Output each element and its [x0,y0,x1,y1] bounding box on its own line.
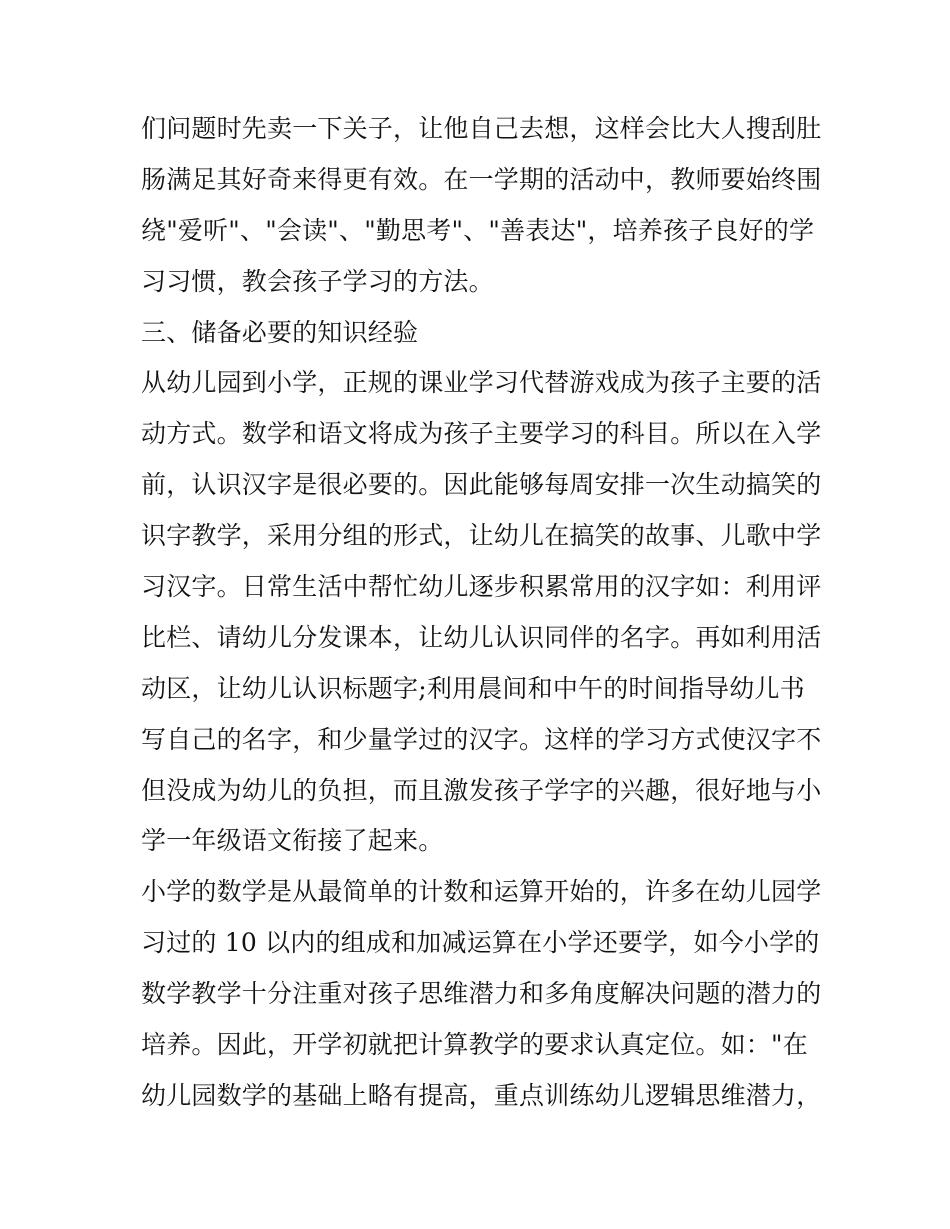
text-line: 但没成为幼儿的负担，而且激发孩子学字的兴趣，很好地与小 [141,775,822,805]
text-line: 识字教学，采用分组的形式，让幼儿在搞笑的故事、儿歌中学 [141,521,822,551]
text-line: 习习惯，教会孩子学习的方法。 [141,266,494,296]
text-line: 学一年级语文衔接了起来。 [141,826,444,856]
text-line: 肠满足其好奇来得更有效。在一学期的活动中，教师要始终围 [141,164,822,194]
text-line: 前，认识汉字是很必要的。因此能够每周安排一次生动搞笑的 [141,470,822,500]
text-line: 写自己的名字，和少量学过的汉字。这样的学习方式使汉字不 [141,724,822,754]
text-line: 数学教学十分注重对孩子思维潜力和多角度解决问题的潜力的 [141,979,822,1009]
text-line: 从幼儿园到小学，正规的课业学习代替游戏成为孩子主要的活 [141,368,822,398]
text-line: 培养。因此，开学初就把计算教学的要求认真定位。如："在 [141,1030,808,1060]
text-line: 比栏、请幼儿分发课本，让幼儿认识同伴的名字。再如利用活 [141,622,822,652]
text-line: 动区，让幼儿认识标题字;利用晨间和中午的时间指导幼儿书 [141,673,805,703]
text-line: 幼儿园数学的基础上略有提高，重点训练幼儿逻辑思维潜力， [141,1080,822,1110]
text-line: 小学的数学是从最简单的计数和运算开始的，许多在幼儿园学 [141,877,822,907]
section-heading: 三、储备必要的知识经验 [141,317,419,347]
text-line: 习过的 10 以内的组成和加减运算在小学还要学，如今小学的 [141,928,820,958]
text-line: 绕"爱听"、"会读"、"勤思考"、"善表达"，培养孩子良好的学 [141,215,815,245]
text-line: 动方式。数学和语文将成为孩子主要学习的科目。所以在入学 [141,419,822,449]
document-body [141,104,821,1122]
text-line: 习汉字。日常生活中帮忙幼儿逐步积累常用的汉字如：利用评 [141,572,822,602]
text-line: 们问题时先卖一下关子，让他自己去想，这样会比大人搜刮肚 [141,114,822,143]
